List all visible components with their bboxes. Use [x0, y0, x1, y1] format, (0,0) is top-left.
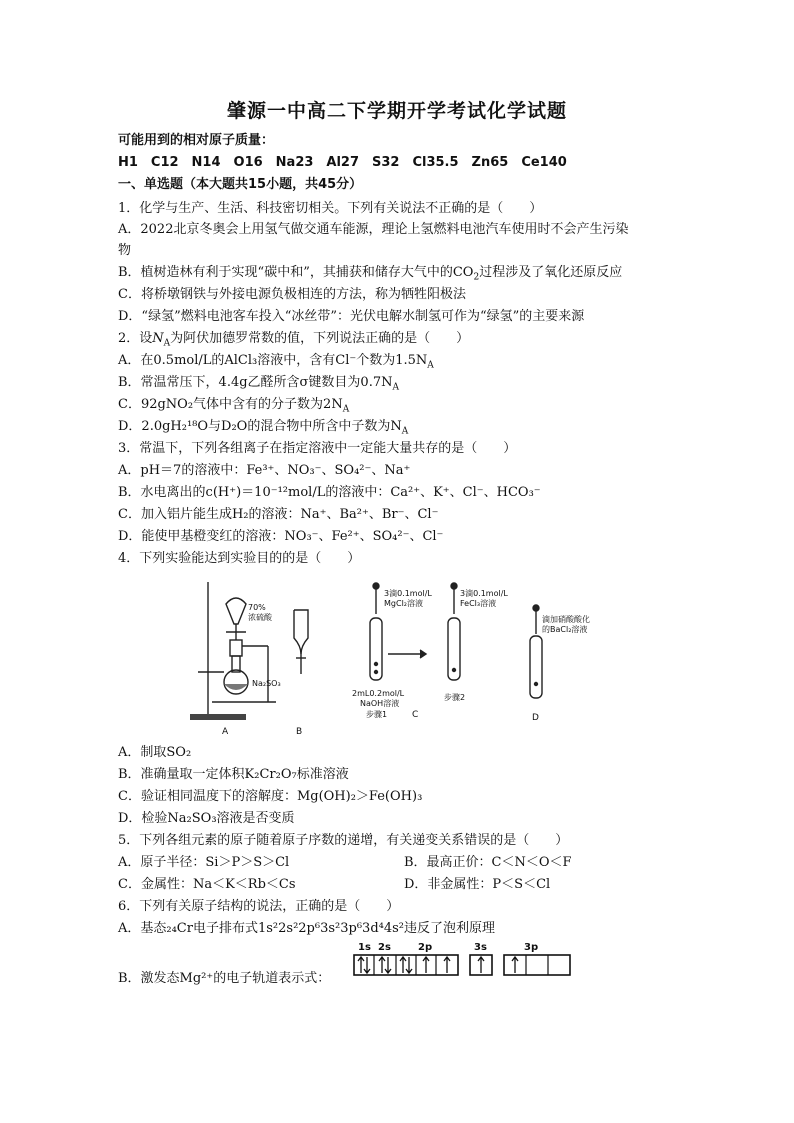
- q6-option-a: A．基态₂₄Cr电子排布式1s²2s²2p⁶3s²3p⁶3d⁴4s²违反了泡利原理: [118, 921, 496, 936]
- q2-c-text: C．92gNO₂气体中含有的分子数为2N: [118, 397, 343, 412]
- q2-b-text: B．常温常压下，4.4g乙醛所含σ键数目为0.7N: [118, 375, 393, 390]
- q5-option-d: D．非金属性：P＜S＜Cl: [404, 877, 551, 892]
- q4-stem: 4．下列实验能达到实验目的的是（ ）: [118, 551, 361, 566]
- fig-label-c: C: [412, 710, 419, 720]
- q4-option-d: D．检验Na₂SO₃溶液是否变质: [118, 811, 295, 826]
- q1-b-text-end: 过程涉及了氧化还原反应: [479, 265, 623, 280]
- q1-b-text: B．植树造林有利于实现“碳中和”，其捕获和储存大气中的CO: [118, 265, 474, 280]
- q2-stem: [118, 330, 469, 348]
- q5-stem: 5．下列各组元素的原子随着原子序数的递增，有关递变关系错误的是（ ）: [118, 833, 569, 848]
- q6-option-b: B．激发态Mg²⁺的电子轨道表示式：: [118, 971, 331, 986]
- q1-option-b: [118, 264, 622, 282]
- fig-label-d: D: [532, 713, 539, 723]
- masses-heading: 可能用到的相对原子质量：: [118, 133, 275, 148]
- q2-option-b: [118, 374, 399, 392]
- fig-acid-label-2: 浓硫酸: [248, 613, 272, 622]
- fig-step2-label: 步骤2: [444, 693, 466, 702]
- q5-option-b: B．最高正价：C＜N＜O＜F: [404, 855, 572, 870]
- q1-stem: 1．化学与生产、生活、科技密切相关。下列有关说法不正确的是（ ）: [118, 201, 543, 216]
- fig-acid-label: 70%: [248, 603, 266, 612]
- q4-option-b: B．准确量取一定体积K₂Cr₂O₇标准溶液: [118, 767, 349, 782]
- fig-ba-label-1: 滴加硝酸酸化: [542, 615, 590, 624]
- q1-option-c: C．将桥墩钢铁与外接电源负极相连的方法，称为牺牲阳极法: [118, 287, 466, 302]
- fig-mg-label-2: MgCl₂溶液: [384, 599, 423, 608]
- q3-stem: 3．常温下，下列各组离子在指定溶液中一定能大量共存的是（ ）: [118, 441, 517, 456]
- q2-b-sub: A: [392, 382, 399, 393]
- fig-salt-label: Na₂SO₃: [252, 679, 281, 688]
- q2-stem-pre: 2．设: [118, 331, 153, 346]
- fig-naoh-label-1: 2mL0.2mol/L: [352, 689, 405, 698]
- q5-option-a: A．原子半径：Si＞P＞S＞Cl: [118, 855, 290, 870]
- q2-d-sub: A: [401, 426, 409, 437]
- q2-a-sub: A: [427, 360, 434, 371]
- q2-d-text: D．2.0gH₂¹⁸O与D₂O的混合物中所含中子数为N: [118, 419, 402, 434]
- fig-naoh-label-2: NaOH溶液: [360, 699, 400, 708]
- q3-option-d: D．能使甲基橙变红的溶液：NO₃⁻、Fe²⁺、SO₄²⁻、Cl⁻: [118, 529, 444, 544]
- apparatus-b-burette: [294, 610, 308, 737]
- experiment-apparatus-figure: [176, 574, 596, 742]
- fig-ba-label-2: 的BaCl₂溶液: [542, 625, 588, 634]
- orbital-2p-label: 2p: [418, 942, 433, 953]
- fig-label-a: A: [222, 727, 229, 737]
- apparatus-c-steps: [352, 583, 508, 720]
- q3-option-b: B．水电离出的c(H⁺)＝10⁻¹²mol/L的溶液中：Ca²⁺、K⁺、Cl⁻、HCO₃⁻: [118, 485, 541, 500]
- q2-stem-na: N: [152, 331, 164, 346]
- orbital-3p-label: 3p: [524, 942, 539, 953]
- q2-option-c: [118, 396, 349, 414]
- fig-mg-label-1: 3滴0.1mol/L: [384, 589, 432, 598]
- q4-option-a: A．制取SO₂: [118, 745, 192, 760]
- q1-option-a-cont: 物: [118, 243, 132, 258]
- q2-option-a: [118, 352, 434, 370]
- q3-option-c: C．加入铝片能生成H₂的溶液：Na⁺、Ba²⁺、Br⁻、Cl⁻: [118, 507, 439, 522]
- atomic-masses: H1 C12 N14 O16 Na23 Al27 S32 Cl35.5 Zn65 Ce140: [118, 155, 567, 170]
- q2-stem-sub: A: [163, 338, 171, 349]
- page-title: 肇源一中高二下学期开学考试化学试题: [226, 100, 567, 122]
- q5-option-c: C．金属性：Na＜K＜Rb＜Cs: [118, 877, 296, 892]
- q3-option-a: A．pH＝7的溶液中：Fe³⁺、NO₃⁻、SO₄²⁻、Na⁺: [118, 463, 411, 478]
- q2-a-text: A．在0.5mol/L的AlCl₃溶液中，含有Cl⁻个数为1.5N: [118, 353, 428, 368]
- fig-label-b: B: [296, 727, 303, 737]
- fig-fe-label-1: 3滴0.1mol/L: [460, 589, 508, 598]
- orbital-3s-label: 3s: [474, 942, 487, 953]
- fig-step1-label: 步骤1: [366, 710, 388, 719]
- fig-fe-label-2: FeCl₃溶液: [460, 599, 497, 608]
- q1-option-a: A．2022北京冬奥会上用氢气做交通车能源，理论上氢燃料电池汽车使用时不会产生污染: [118, 222, 629, 237]
- q1-option-d: D．“绿氢”燃料电池客车投入“冰丝带”：光伏电解水制氢可作为“绿氢”的主要来源: [118, 309, 585, 324]
- orbital-2s-label: 2s: [378, 942, 391, 953]
- section-heading: 一、单选题（本大题共15小题，共45分）: [118, 177, 363, 192]
- orbital-diagram: [352, 939, 572, 981]
- apparatus-d: [530, 605, 590, 723]
- orbital-1s-label: 1s: [358, 942, 371, 953]
- q2-option-d: [118, 418, 408, 436]
- q2-c-sub: A: [342, 404, 350, 415]
- q2-stem-post: 为阿伏加德罗常数的值，下列说法正确的是（ ）: [170, 331, 470, 346]
- q4-option-c: C．验证相同温度下的溶解度：Mg(OH)₂＞Fe(OH)₃: [118, 789, 423, 804]
- q1-b-sub: 2: [473, 272, 480, 283]
- apparatus-a: [190, 582, 281, 737]
- q6-stem: 6．下列有关原子结构的说法，正确的是（ ）: [118, 899, 400, 914]
